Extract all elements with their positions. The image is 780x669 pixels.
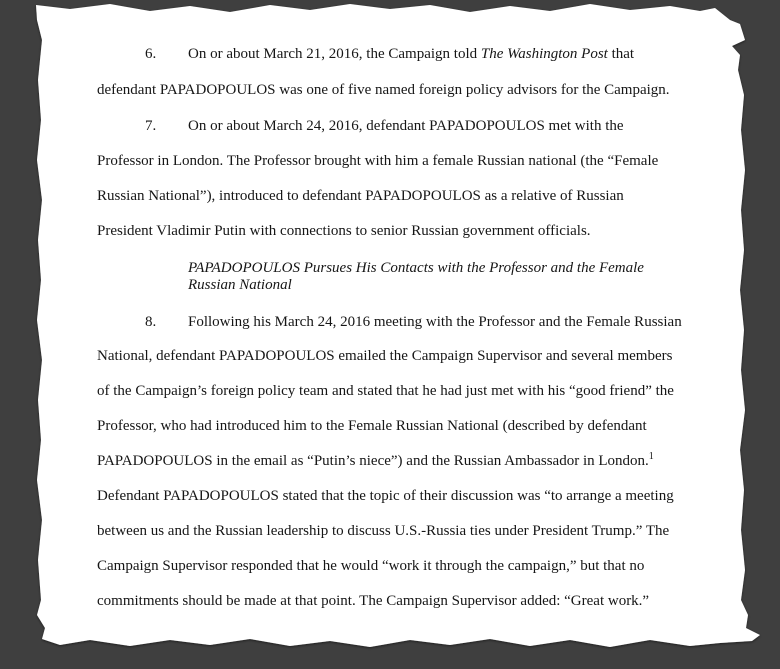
paragraph-line: Professor in London. The Professor brought with him a female Russian national (the “Female (97, 153, 659, 169)
paragraph-line: National, defendant PAPADOPOULOS emailed the Campaign Supervisor and several members (97, 348, 673, 364)
paragraph-line: of the Campaign’s foreign policy team and stated that he had just met with his “good friend” the (97, 383, 674, 399)
paragraph-line: Campaign Supervisor responded that he would “work it through the campaign,” but that no (97, 558, 645, 574)
paragraph-line: Professor, who had introduced him to the Female Russian National (described by defendant (97, 418, 647, 434)
paragraph-line: PAPADOPOULOS in the email as “Putin’s niece”) and the Russian Ambassador in London.$^1$ (97, 451, 654, 469)
paragraph-line: President Vladimir Putin with connections to senior Russian government officials. (97, 223, 591, 239)
paragraph-number: 7. (145, 118, 157, 134)
publication-title: The Washington Post (480, 46, 608, 62)
paragraph-number: 8. (145, 314, 157, 330)
paragraph-line: defendant PAPADOPOULOS was one of five named foreign policy advisors for the Campaign. (97, 82, 670, 98)
paragraph-line: Following his March 24, 2016 meeting with the Professor and the Female Russian (188, 314, 682, 330)
paragraph-line: Defendant PAPADOPOULOS stated that the topic of their discussion was “to arrange a meeting (97, 488, 674, 504)
paragraph-number: 6. (145, 46, 157, 62)
paragraph-line: On or about March 21, 2016, the Campaign told The Washington Post that (188, 46, 635, 62)
paragraph-line: Russian National”), introduced to defendant PAPADOPOULOS as a relative of Russian (97, 188, 624, 204)
section-heading: Russian National (188, 277, 292, 293)
footnote-marker[interactable]: 1 (648, 451, 654, 462)
paragraph-line: between us and the Russian leadership to discuss U.S.-Russia ties under President Trump.” The (97, 523, 670, 539)
paragraph-line: commitments should be made at that point. The Campaign Supervisor added: “Great work.” (97, 593, 650, 609)
paragraph-line: On or about March 24, 2016, defendant PAPADOPOULOS met with the (188, 118, 624, 134)
section-heading: PAPADOPOULOS Pursues His Contacts with the Professor and the Female (188, 260, 644, 276)
